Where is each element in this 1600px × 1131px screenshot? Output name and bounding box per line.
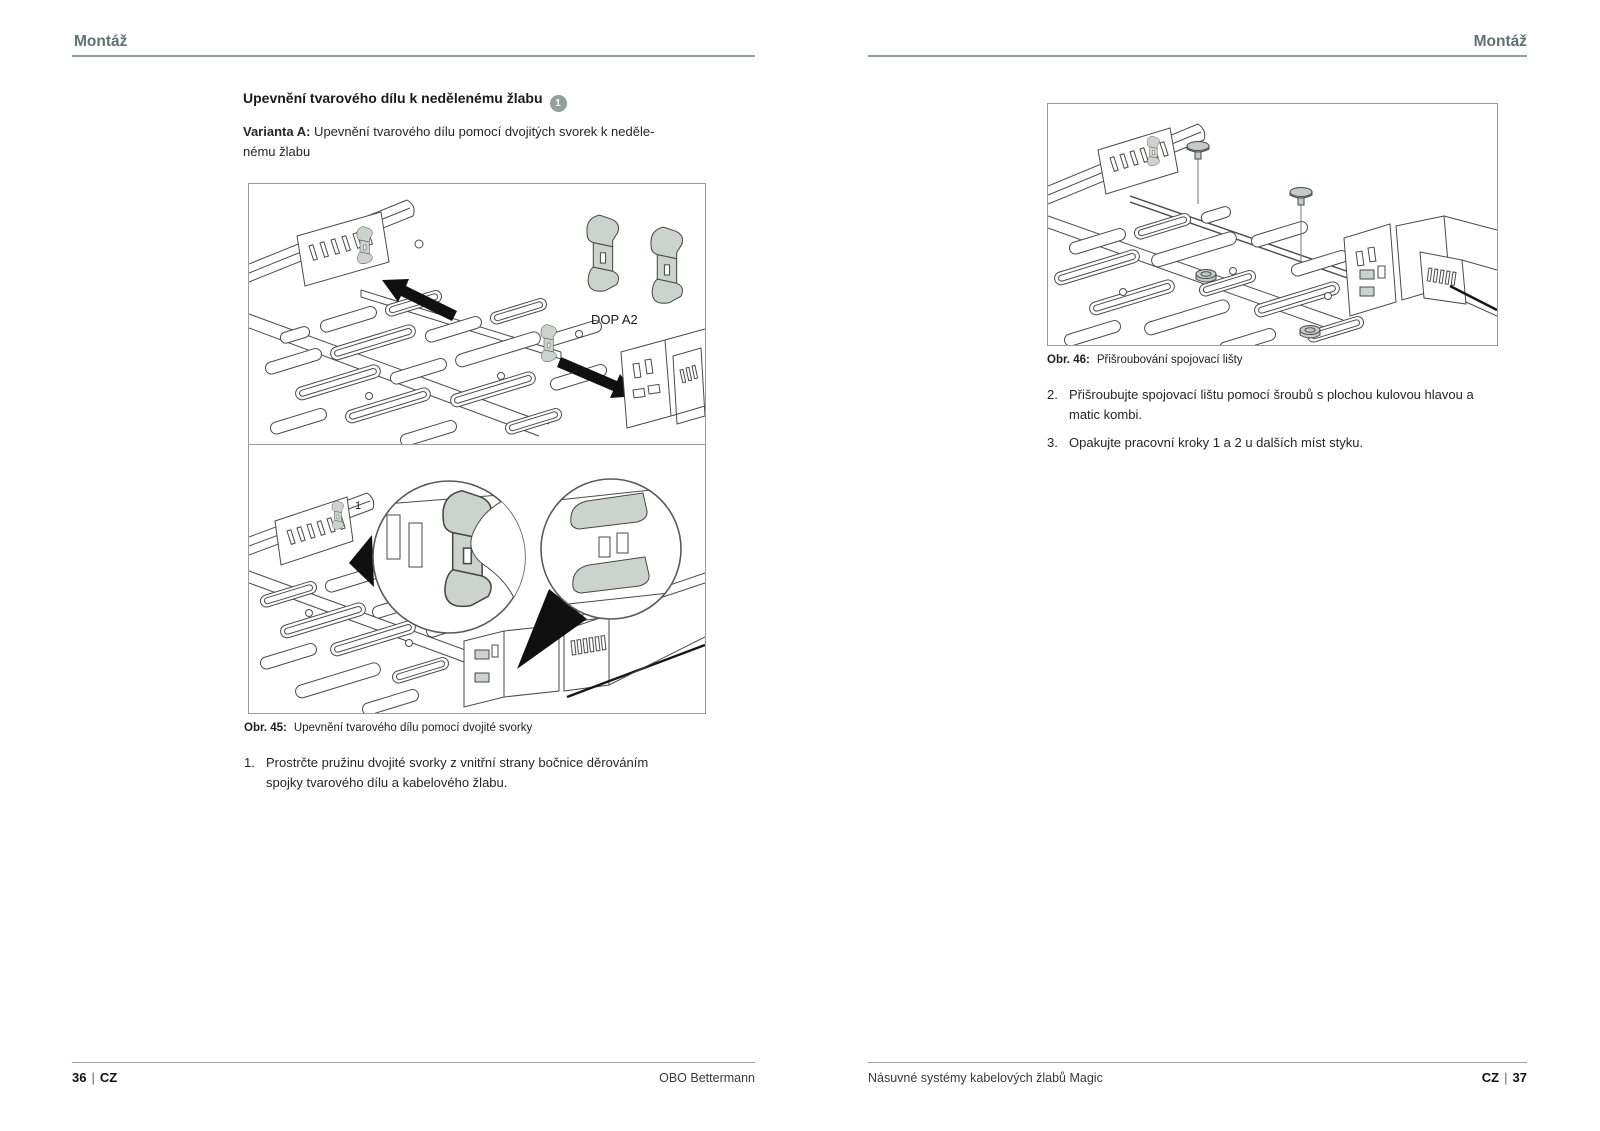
variant-paragraph xyxy=(243,122,733,162)
figure-45-caption xyxy=(244,722,532,734)
figure-46 xyxy=(1047,103,1498,346)
side-wall xyxy=(1344,224,1396,316)
variant-label: Varianta A: xyxy=(243,124,311,139)
screw-icon xyxy=(1187,142,1209,205)
publisher-name: OBO Bettermann xyxy=(659,1071,755,1085)
step-number: 3. xyxy=(1047,435,1058,450)
left-footer-rule xyxy=(72,1062,755,1063)
document-title: Násuvné systémy kabelových žlabů Magic xyxy=(868,1071,1103,1085)
left-page-number xyxy=(72,1070,117,1085)
clamp-icon xyxy=(651,227,683,303)
tray-junction xyxy=(1396,216,1497,316)
variant-text-line2: nému žlabu xyxy=(243,144,311,159)
page-language: CZ xyxy=(1481,1070,1500,1085)
page-number-value: 37 xyxy=(1512,1070,1527,1085)
caption-text: Upevnění tvarového dílu pomocí dvojité svorky xyxy=(293,722,533,734)
step-text: Přišroubujte spojovací lištu pomocí šroubů s plochou kulovou hlavou a matic kombi. xyxy=(1069,387,1474,422)
left-page-header-title: Montáž xyxy=(74,33,128,50)
connector-plate xyxy=(1098,128,1178,194)
tray-floor-perforation xyxy=(249,289,608,444)
step-2 xyxy=(1047,385,1499,425)
figure-46-caption xyxy=(1047,354,1243,366)
step-1 xyxy=(244,753,686,793)
nut-icon xyxy=(1196,270,1216,283)
detail-marker: 1 xyxy=(355,500,362,512)
right-footer xyxy=(868,1070,1527,1085)
caption-text: Přišroubování spojovací lišty xyxy=(1096,354,1243,366)
figure-45-top-illustration xyxy=(249,184,705,444)
section-heading xyxy=(243,88,723,112)
right-page-number xyxy=(1482,1070,1527,1085)
right-footer-rule xyxy=(868,1062,1527,1063)
caption-label: Obr. 45: xyxy=(244,722,287,734)
clamp-icon xyxy=(587,215,619,291)
heading-step-badge: 1 xyxy=(550,95,567,112)
figure-45 xyxy=(248,183,706,714)
page-number-separator: | xyxy=(1504,1070,1508,1085)
figure-46-illustration xyxy=(1048,104,1497,345)
figure-45-bottom-illustration xyxy=(249,445,705,713)
caption-label: Obr. 46: xyxy=(1047,354,1090,366)
page-number-separator: | xyxy=(91,1070,95,1085)
variant-text-line1: Upevnění tvarového dílu pomocí dvojitých svorek k neděle- xyxy=(310,124,655,139)
step-text: Opakujte pracovní kroky 1 a 2 u dalších míst styku. xyxy=(1069,435,1364,450)
part-label: DOP A2 xyxy=(591,312,638,327)
cable-tray-rail xyxy=(249,493,374,565)
right-page-header-title: Montáž xyxy=(1473,33,1527,50)
step-text: Prostrčte pružinu dvojité svorky z vnitřní strany bočnice děrováním spojky tvarového dílu a kabelového žlabu. xyxy=(266,755,649,790)
step-number: 2. xyxy=(1047,387,1058,402)
step-3 xyxy=(1047,433,1499,453)
side-wall xyxy=(621,329,705,428)
step-number: 1. xyxy=(244,755,255,770)
left-footer xyxy=(72,1070,755,1085)
left-header-rule xyxy=(72,55,755,57)
section-heading-text: Upevnění tvarového dílu k nedělenému žlabu xyxy=(243,90,543,106)
page-language: CZ xyxy=(99,1070,118,1085)
right-header-rule xyxy=(868,55,1527,57)
connector-plate xyxy=(297,212,389,286)
page-number-value: 36 xyxy=(72,1070,87,1085)
nut-icon xyxy=(1300,326,1320,339)
